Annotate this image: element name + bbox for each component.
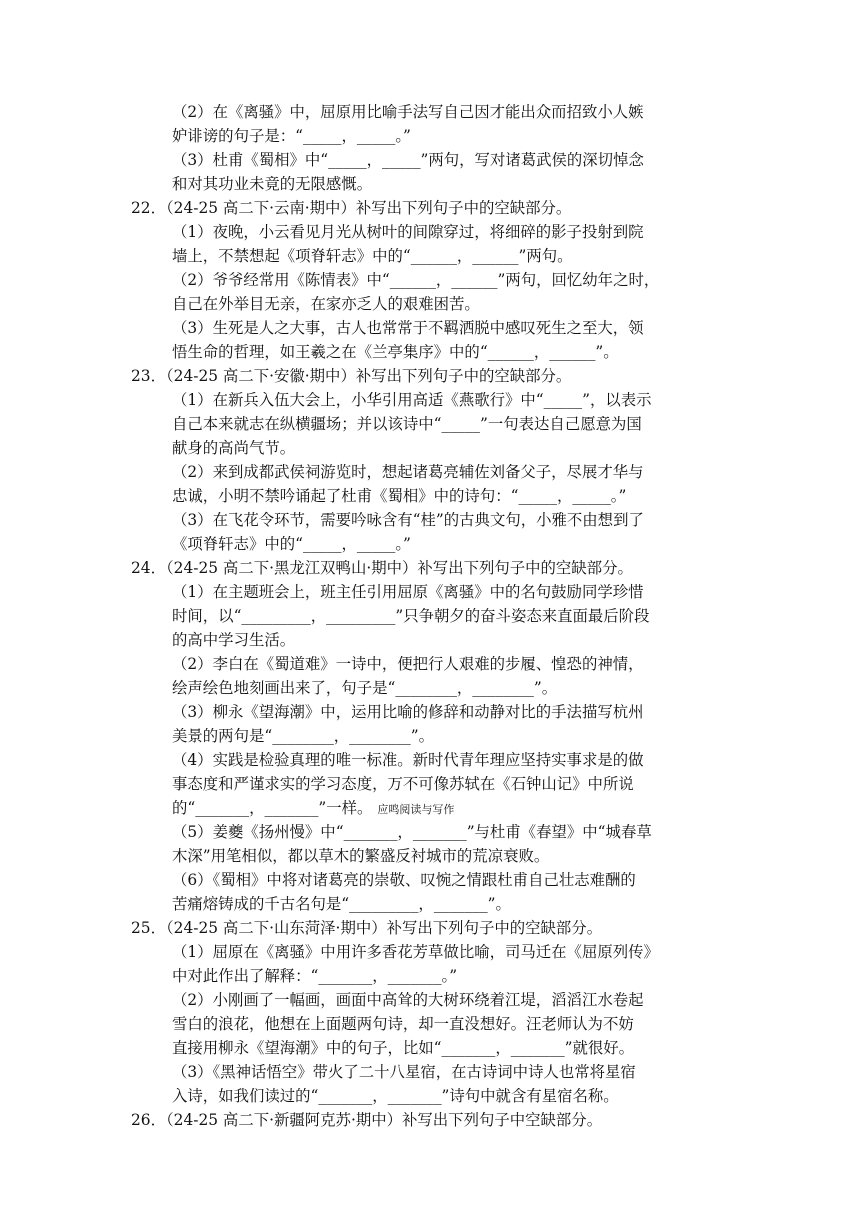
text-line: 和对其功业未竟的无限感慨。	[172, 175, 373, 193]
text-line: （1）在新兵入伍大会上，小华引用高适《燕歌行》中“_____”，以表示	[172, 391, 652, 409]
text-line: （1）夜晚，小云看见月光从树叶的间隙穿过，将细碎的影子投射到院	[172, 223, 644, 241]
text-line: 《项脊轩志》中的“_____，_____。”	[172, 535, 411, 553]
text-line: （1）屈原在《离骚》中用许多香花芳草做比喻，司马迁在《屈原列传》	[172, 943, 659, 961]
text-line: （3）杜甫《蜀相》中“_____，_____”两句，写对诸葛武侯的深切悼念	[172, 151, 644, 169]
text-line: （6）《蜀相》中将对诸葛亮的崇敬、叹惋之情跟杜甫自己壮志难酬的	[172, 871, 636, 889]
text-line: 自己在外举目无亲，在家亦乏人的艰难困苦。	[172, 295, 480, 313]
text-line: 入诗，如我们读过的“_______，_______”诗句中就含有星宿名称。	[172, 1087, 619, 1105]
question-heading: 26．（24-25 高二下·新疆阿克苏·期中）补写出下列句子中空缺部分。	[131, 1111, 603, 1129]
text-line: （3）《黑神话悟空》带火了二十八星宿，在古诗词中诗人也常将星宿	[172, 1063, 636, 1081]
text-line: （2）来到成都武侯祠游览时，想起诸葛亮辅佐刘备父子，尽展才华与	[172, 463, 644, 481]
text-line: 苦痛熔铸成的千古名句是“_________，_______”。	[172, 895, 511, 913]
text-line: （5）姜夔《扬州慢》中“_______，_______”与杜甫《春望》中“城春草	[172, 823, 652, 841]
text-line: 的高中学习生活。	[172, 631, 296, 649]
text-line: （3）在飞花令环节，需要吟咏含有“桂”的古典文句，小雅不由想到了	[172, 511, 644, 529]
text-segment: 的“_______，_______”一样。	[172, 799, 373, 817]
text-line: 美景的两句是“________，________”。	[172, 727, 434, 745]
text-line: （1）在主题班会上，班主任引用屈原《离骚》中的名句鼓励同学珍惜	[172, 583, 644, 601]
question-heading: 24．（24-25 高二下·黑龙江双鸭山·期中）补写出下列句子中的空缺部分。	[131, 559, 633, 577]
text-line: 木深”用笔相似，都以草木的繁盛反衬城市的荒凉衰败。	[172, 847, 550, 865]
text-line: （3）生死是人之大事，古人也常常于不羁洒脱中感叹死生之至大，领	[172, 319, 644, 337]
question-heading: 23．（24-25 高二下·安徽·期中）补写出下列句子中的空缺部分。	[131, 367, 572, 385]
text-line: 妒诽谤的句子是：“_____，_____。”	[172, 127, 411, 145]
text-line: （2）李白在《蜀道难》一诗中，便把行人艰难的步履、惶恐的神情，	[172, 655, 644, 673]
text-line: （2）爷爷经常用《陈情表》中“______，______”两句，回忆幼年之时，	[172, 271, 660, 289]
text-line: （3）柳永《望海潮》中，运用比喻的修辞和动静对比的手法描写杭州	[172, 703, 644, 721]
text-line: 自己本来就志在纵横疆场；并以该诗中“_____”一句表达自己愿意为国	[172, 415, 642, 433]
text-line: 中对此作出了解释：“_______，_______。”	[172, 967, 458, 985]
text-line: 时间，以“_________，_________”只争朝夕的奋斗姿态来直面最后阶段	[172, 607, 650, 625]
text-line: 悟生命的哲理，如王羲之在《兰亭集序》中的“______，______”。	[172, 343, 619, 361]
question-heading: 22．（24-25 高二下·云南·期中）补写出下列句子中的空缺部分。	[131, 199, 572, 217]
text-line: 绘声绘色地刻画出来了，句子是“________，________”。	[172, 679, 558, 697]
text-line: 墙上，不禁想起《项脊轩志》中的“______，______”两句。	[172, 247, 573, 265]
question-heading: 25．（24-25 高二下·山东菏泽·期中）补写出下列句子中的空缺部分。	[131, 919, 603, 937]
text-line: 直接用柳永《望海潮》中的句子，比如“_______，_______”就很好。	[172, 1039, 635, 1057]
text-line	[172, 798, 454, 821]
text-line: 忠诚，小明不禁吟诵起了杜甫《蜀相》中的诗句：“_____，_____。”	[172, 487, 627, 505]
text-line: （4）实践是检验真理的唯一标准。新时代青年理应坚持实事求是的做	[172, 751, 644, 769]
text-line: 事态度和严谨求实的学习态度，万不可像苏轼在《石钟山记》中所说	[172, 775, 634, 793]
text-line: 献身的高尚气节。	[172, 439, 296, 457]
text-line: （2）在《离骚》中，屈原用比喻手法写自己因才能出众而招致小人嫉	[172, 103, 644, 121]
text-line: 雪白的浪花，他想在上面题两句诗，却一直没想好。汪老师认为不妨	[172, 1015, 634, 1033]
text-line: （2）小刚画了一幅画，画面中高耸的大树环绕着江堤，滔滔江水卷起	[172, 991, 644, 1009]
watermark-text: 应鸣阅读与写作	[377, 803, 455, 816]
